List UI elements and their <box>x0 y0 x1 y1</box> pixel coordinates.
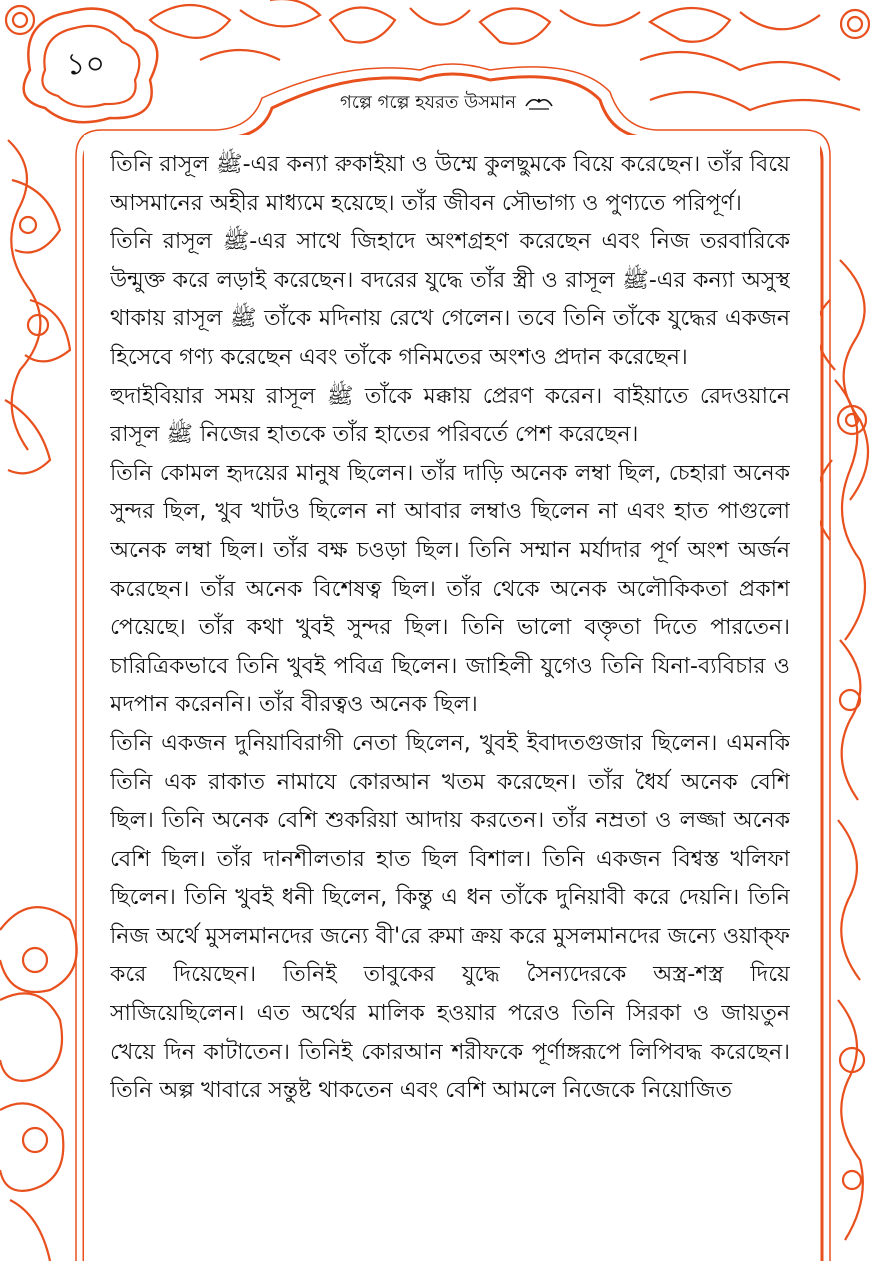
paragraph: তিনি কোমল হৃদয়ের মানুষ ছিলেন। তাঁর দাড়ি অনেক লম্বা ছিল, চেহারা অনেক সুন্দর ছিল, খুব খাটও ছিলেন না আবার লম্বাও ছিলেন না এবং হাত পাগুলো অনেক লম্বা ছিল। তাঁর বক্ষ চওড়া ছিল। তিনি সম্মান মর্যাদার পূর্ণ অংশ অর্জন করেছেন। তাঁর অনেক বিশেষত্ব ছিল। তাঁর থেকে অনেক অলৌকিকতা প্রকাশ পেয়েছে। তাঁর কথা খুবই সুন্দর ছিল। তিনি ভালো বক্তৃতা দিতে পারতেন। চারিত্রিকভাবে তিনি খুবই পবিত্র ছিলেন। জাহিলী যুগেও তিনি যিনা-ব্যবিচার ও মদপান করেননি। তাঁর বীরত্বও অনেক ছিল। <box>110 460 790 718</box>
honorific-seal-icon <box>524 94 554 112</box>
running-header <box>340 88 620 119</box>
paragraph: তিনি রাসূল ﷺ-এর সাথে জিহাদে অংশগ্রহণ করেছেন এবং নিজ তরবারিকে উন্মুক্ত করে লড়াই করেছেন। বদরের যুদ্ধে তাঁর স্ত্রী ও রাসূল ﷺ-এর কন্যা অসুস্থ থাকায় রাসূল ﷺ তাঁকে মদিনায় রেখে গেলেন। তবে তিনি তাঁকে যুদ্ধের একজন হিসেবে গণ্য করেছেন এবং তাঁকে গনিমতের অংশও প্রদান করেছেন। <box>110 229 790 370</box>
page-number: ১০ <box>66 47 105 82</box>
running-header-title: গল্পে গল্পে হযরত উসমান <box>340 92 517 113</box>
paragraph: তিনি রাসূল ﷺ-এর কন্যা রুকাইয়া ও উম্মে কুলছুমকে বিয়ে করেছেন। তাঁর বিয়ে আসমানের অহীর মাধ্যমে হয়েছে। তাঁর জীবন সৌভাগ্য ও পুণ্যতে পরিপূর্ণ। <box>110 152 790 216</box>
paragraph: তিনি একজন দুনিয়াবিরাগী নেতা ছিলেন, খুবই ইবাদতগুজার ছিলেন। এমনকি তিনি এক রাকাত নামাযে কোরআন খতম করেছেন। তাঁর ধৈর্য অনেক বেশি ছিল। তিনি অনেক বেশি শুকরিয়া আদায় করতেন। তাঁর নম্রতা ও লজ্জা অনেক বেশি ছিল। তাঁর দানশীলতার হাত ছিল বিশাল। তিনি একজন বিশ্বস্ত খলিফা ছিলেন। তিনি খুবই ধনী ছিলেন, কিন্তু এ ধন তাঁকে দুনিয়াবী করে দেয়নি। তিনি নিজ অর্থে মুসলমানদের জন্যে বী'রে রুমা ক্রয় করে মুসলমানদের জন্যে ওয়াক্ফ করে দিয়েছেন। তিনিই তাবুকের যুদ্ধে সৈন্যদেরকে অস্ত্র-শস্ত্র দিয়ে সাজিয়েছিলেন। এত অর্থের মালিক হওয়ার পরেও তিনি সিরকা ও জায়তুন খেয়ে দিন কাটাতেন। তিনিই কোরআন শরীফকে পূর্ণাঙ্গরূপে লিপিবদ্ধ করেছেন। তিনি অল্প খাবারে সন্তুষ্ট থাকতেন এবং বেশি আমলে নিজেকে নিয়োজিত <box>110 730 790 1104</box>
paragraph: হুদাইবিয়ার সময় রাসূল ﷺ তাঁকে মক্কায় প্রেরণ করেন। বাইয়াতে রেদওয়ানে রাসূল ﷺ নিজের হাতকে তাঁর হাতের পরিবর্তে পেশ করেছেন। <box>110 383 790 448</box>
body-text <box>110 146 790 1256</box>
